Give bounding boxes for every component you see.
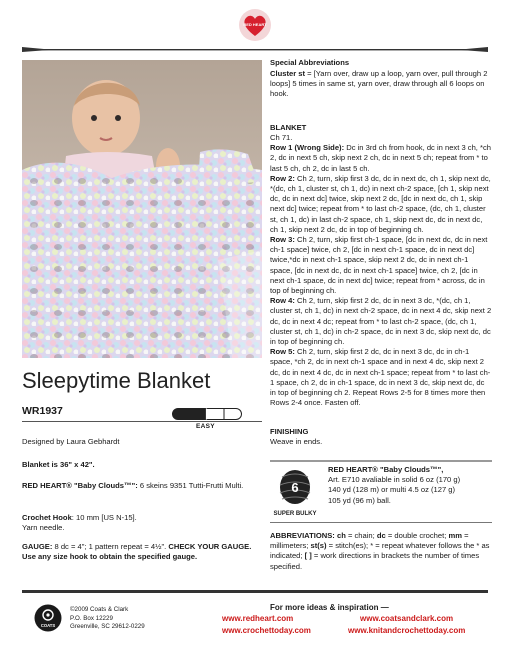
abbreviations-heading: ABBREVIATIONS: bbox=[270, 531, 335, 540]
abbr-mm: mm bbox=[448, 531, 462, 540]
row-3-label: Row 3: bbox=[270, 235, 295, 245]
gauge bbox=[22, 542, 258, 562]
link-crochettoday[interactable]: www.crochettoday.com bbox=[222, 626, 311, 635]
row-5-label: Row 5: bbox=[270, 347, 295, 357]
footer-divider bbox=[22, 590, 488, 593]
more-ideas: For more ideas & inspiration — bbox=[270, 603, 389, 612]
yarn-weight-icon bbox=[270, 467, 320, 519]
row-2-label: Row 2: bbox=[270, 173, 295, 183]
yarn-detail: 6 skeins 9351 Tutti-Frutti Multi. bbox=[137, 481, 244, 490]
logo-text: RED HEART bbox=[243, 22, 267, 27]
hook-requirement bbox=[22, 513, 258, 523]
coats-logo-text: COATS bbox=[40, 623, 56, 628]
title-divider bbox=[22, 421, 262, 422]
notions: Yarn needle. bbox=[22, 523, 65, 532]
yarn-requirement bbox=[22, 481, 258, 491]
row-3-text: Ch 2, turn, skip first ch-1 space, [dc in next dc, dc in next ch-1 space] twice, ch 2, [dc in next ch-1 space, dc in next dc] twice,*dc in next ch-1 space, skip next 2 dc, dc in next ch-1 space, [dc in next dc, dc in next ch-1 space] twice, ch 2, [dc in next ch-1 space, dc in next dc] twice; repeat from * across, dc in top of beginning ch. bbox=[270, 235, 488, 296]
red-heart-logo bbox=[238, 8, 272, 42]
cluster-st-text: = [Yarn over, draw up a loop, yarn over, pull through 2 loops] 5 times in same st, yarn over, draw through all 6 loops on hook. bbox=[270, 69, 488, 99]
header-divider bbox=[22, 47, 488, 52]
po-box: P.O. Box 12229 bbox=[70, 614, 113, 622]
size-note: Blanket is 36" x 42". bbox=[22, 460, 95, 469]
yarn-box-divider bbox=[270, 460, 492, 462]
link-redheart[interactable]: www.redheart.com bbox=[222, 614, 294, 623]
coats-logo bbox=[34, 604, 62, 632]
row-4-text: Ch 2, turn, skip first 2 dc, dc in next 3 dc, *(dc, ch 1, cluster st, ch 1, dc) in next ch-2 space, dc in next 4 dc, skip next 2 dc, dc in next 4 dc; repeat from * to last ch-2 space, (dc, ch 1, cluster st, ch 1, dc) in ch-2 space, dc in next 3 dc, skip next dc, dc in top of beginning ch. bbox=[270, 296, 492, 347]
blanket-instructions bbox=[270, 133, 492, 408]
row-1 bbox=[270, 143, 492, 174]
page-title: Sleepytime Blanket bbox=[22, 368, 211, 393]
hook-detail: : 10 mm [US N-15]. bbox=[71, 513, 137, 522]
finishing-heading: FINISHING bbox=[270, 427, 309, 436]
pattern-number: WR1937 bbox=[22, 405, 63, 417]
yarn-line-3: 105 yd (96 m) ball. bbox=[328, 495, 391, 505]
yarn-line-2: 140 yd (128 m) or multi 4.5 oz (127 g) bbox=[328, 485, 456, 495]
abbr-sts: st(s) bbox=[310, 541, 327, 551]
abbr-brackets-def: = work directions in brackets the number of times specified. bbox=[270, 551, 480, 571]
row-2 bbox=[270, 174, 492, 235]
row-4 bbox=[270, 296, 492, 347]
designer-credit: Designed by Laura Gebhardt bbox=[22, 437, 120, 446]
yarn-label: RED HEART® "Baby Clouds™": bbox=[22, 481, 138, 490]
abbr-dc: dc bbox=[376, 531, 386, 540]
blanket-photo bbox=[22, 60, 262, 358]
gauge-check: CHECK YOUR GAUGE. Use any size hook to obtain the specified gauge. bbox=[22, 542, 252, 562]
cluster-st-definition bbox=[270, 69, 492, 100]
abbr-brackets: [ ] bbox=[304, 551, 312, 561]
yarn-info bbox=[328, 465, 494, 506]
cluster-st-term: Cluster st bbox=[270, 69, 306, 78]
yarn-line-1: Art. E710 avaliable in solid 6 oz (170 g) bbox=[328, 475, 461, 485]
city: Greenville, SC 29612-0229 bbox=[70, 623, 145, 630]
link-coatsandclark[interactable]: www.coatsandclark.com bbox=[360, 614, 454, 623]
yarn-name: RED HEART® "Baby Clouds™", bbox=[328, 465, 444, 474]
abbr-mm-def: = millimeters; bbox=[270, 531, 469, 551]
footer-address bbox=[70, 606, 145, 632]
abbr-dc-def: = double crochet; bbox=[385, 531, 449, 540]
special-abbrev-heading: Special Abbreviations bbox=[270, 58, 350, 67]
copyright: ©2009 Coats & Clark bbox=[70, 606, 129, 613]
yarn-weight-label: SUPER BULKY bbox=[273, 511, 317, 517]
link-knitandcrochettoday[interactable]: www.knitandcrochettoday.com bbox=[348, 626, 466, 635]
hook-label: Crochet Hook bbox=[22, 513, 72, 522]
abbr-ch-def: = chain; bbox=[345, 531, 377, 540]
blanket-heading: BLANKET bbox=[270, 123, 307, 132]
gauge-text: 8 dc = 4"; 1 pattern repeat = 4½". bbox=[52, 542, 169, 551]
abbr-sts-def: = stitch(es); * = repeat whatever follows the * as indicated; bbox=[270, 541, 490, 561]
row-5-text: Ch 2, turn, skip first 2 dc, dc in next 3 dc, dc in ch-1 space, *ch 2, dc in next ch-1 space and in next 4 dc, skip next 2 dc, dc in next 4 dc, dc in next ch-1 space; repeat from * to last ch-1 space, ch 2, dc in ch-1 space, dc in next 3 dc, skip next dc, dc in top of beginning ch 2. Repeat Rows 2-5 for 8 times more then Rows 2-4 once. Fasten off. bbox=[270, 347, 491, 408]
gauge-label: GAUGE: bbox=[22, 542, 53, 551]
abbr-ch: ch bbox=[336, 531, 346, 540]
row-2-text: Ch 2, turn, skip first 3 dc, dc in next dc, ch 1, skip next dc, *(dc, ch 1, cluster st, ch 1, dc) in next ch-2 space, [ch 1, skip next dc, dc in next dc] twice, skip next 2 dc, [dc in next dc, ch 1, skip next dc] twice; repeat from * to last ch-2 space, (dc, ch 1, cluster st, ch 1, dc) in last ch-2 space, ch 1, skip next dc, dc in next dc, ch 1, skip next 2 dc, dc in top of beginning ch. bbox=[270, 173, 491, 234]
yarn-box-bottom-divider bbox=[270, 522, 492, 523]
row-4-label: Row 4: bbox=[270, 296, 295, 306]
skill-level-icon bbox=[172, 408, 242, 420]
yarn-weight-number: 6 bbox=[291, 480, 299, 495]
finishing-text: Weave in ends. bbox=[270, 437, 323, 446]
row-5 bbox=[270, 347, 492, 408]
skill-level-label: EASY bbox=[196, 423, 215, 430]
row-1-text: Dc in 3rd ch from hook, dc in next 3 ch, *ch 2, dc in next 5 ch, skip next 2 ch, dc in next 5 ch; repeat from * to last 5 ch, ch 2, dc in last 5 ch. bbox=[270, 143, 491, 173]
abbreviations bbox=[270, 531, 492, 572]
row-3 bbox=[270, 235, 492, 296]
chain-start: Ch 71. bbox=[270, 133, 293, 142]
row-1-label: Row 1 (Wrong Side): bbox=[270, 143, 345, 153]
